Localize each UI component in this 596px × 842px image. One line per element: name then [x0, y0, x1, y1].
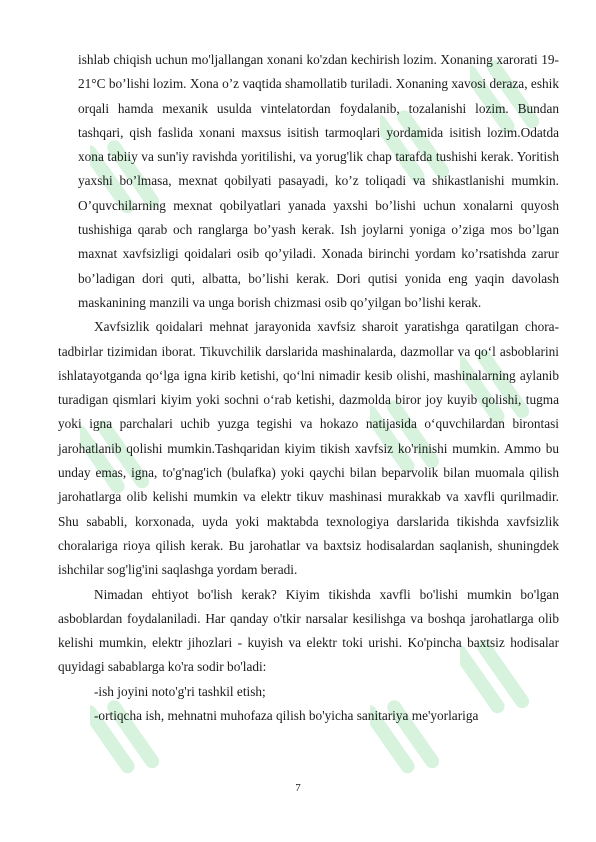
- list-item: -ish joyini noto'g'ri tashkil etish;: [94, 683, 266, 699]
- paragraph-safety-rules: Xavfsizlik qoidalari mehnat jarayonida xavfsiz sharoit yaratishga qaratilgan chora-tadbirlar tizimidan iborat. Tikuvchilik darslarida mashinalarda, dazmollar va qo‘l asboblarini ishlatayotganda qo‘lga igna kirib ketishi, qo‘lni nimadir kesib olishi, mashinalarning aylanib turadigan qismlari kiyim yoki sochni o‘rab ketishi, dazmolda biror joy kuyib qolishi, tugma yoki igna parchalari uchib yuzga tegishi va hokazo natijasida o‘quvchilardan birontasi jarohatlanib qolishi mumkin.Tashqaridan kiyim tikish xavfsiz ko'rinishi mumkin. Ammo bu unday emas, igna, to'g'nag'ich (bulafka) yoki qaychi bilan beparvolik bilan muomala qilish jarohatlarga olib kelishi mumkin va elektr tikuv mashinasi murakkab va xavfli qurilmadir. Shu sababli, korxonada, uyda yoki maktabda texnologiya darslarida tikishda xavfsizlik choralariga rioya qilish kerak. Bu jarohatlar va baxtsiz hodisalardan saqlanish, shuningdek ishchilar sog'lig'ini saqlashga yordam beradi.: [58, 319, 559, 578]
- paragraph-room-conditions: ishlab chiqish uchun mo'ljallangan xonani ko'zdan kechirish lozim. Xonaning xarorati 19-21°C bo’lishi lozim. Xona o’z vaqtida shamollatib turiladi. Xonaning xavosi deraza, eshik orqali hamda mexanik usulda vintelatordan foydalanib, tozalanishi lozim. Bundan tashqari, qish faslida xonani maxsus isitish tarmoqlari yordamida isitish lozim.Odatda xona tabiiy va sun'iy ravishda yoritilishi, va yorug'lik chap tarafda tushishi kerak. Yoritish yaxshi bo’lmasa, mexnat qobilyati pasayadi, ko’z toliqadi va shikastlanishi mumkin. O’quvchilarning mexnat qobilyatlari yanada yaxshi bo’lishi uchun xonalarni quyosh tushishiga qarab och ranglarga bo’yash kerak. Ish joylarni yoniga o’ziga mos bo’lgan maxnat xavfsizligi qoidalari osib qo’yiladi. Xonada birinchi yordam ko’rsatishda zarur bo’ladigan dori quti, albatta, bo’lishi kerak. Dori qutisi yonida eng yaqin davolash maskanining manzili va unga borish chizmasi osib qo’yilgan bo’lishi kerak.: [78, 52, 559, 310]
- page-number: 7: [295, 782, 301, 794]
- list-item: -ortiqcha ish, mehnatni muhofaza qilish bo'yicha sanitariya me'yorlariga: [94, 708, 479, 724]
- paragraph-precautions: Nimadan ehtiyot bo'lish kerak? Kiyim tikishda xavfli bo'lishi mumkin bo'lgan asboblardan foydalaniladi. Har qanday o'tkir narsalar kesilishga va boshqa jarohatlarga olib kelishi mumkin, elektr jihozlari - kuyish va elektr toki urishi. Ko'pincha baxtsiz hodisalar quyidagi sabablarga ko'ra sodir bo'ladi:: [58, 586, 559, 675]
- document-page: [58, 48, 559, 728]
